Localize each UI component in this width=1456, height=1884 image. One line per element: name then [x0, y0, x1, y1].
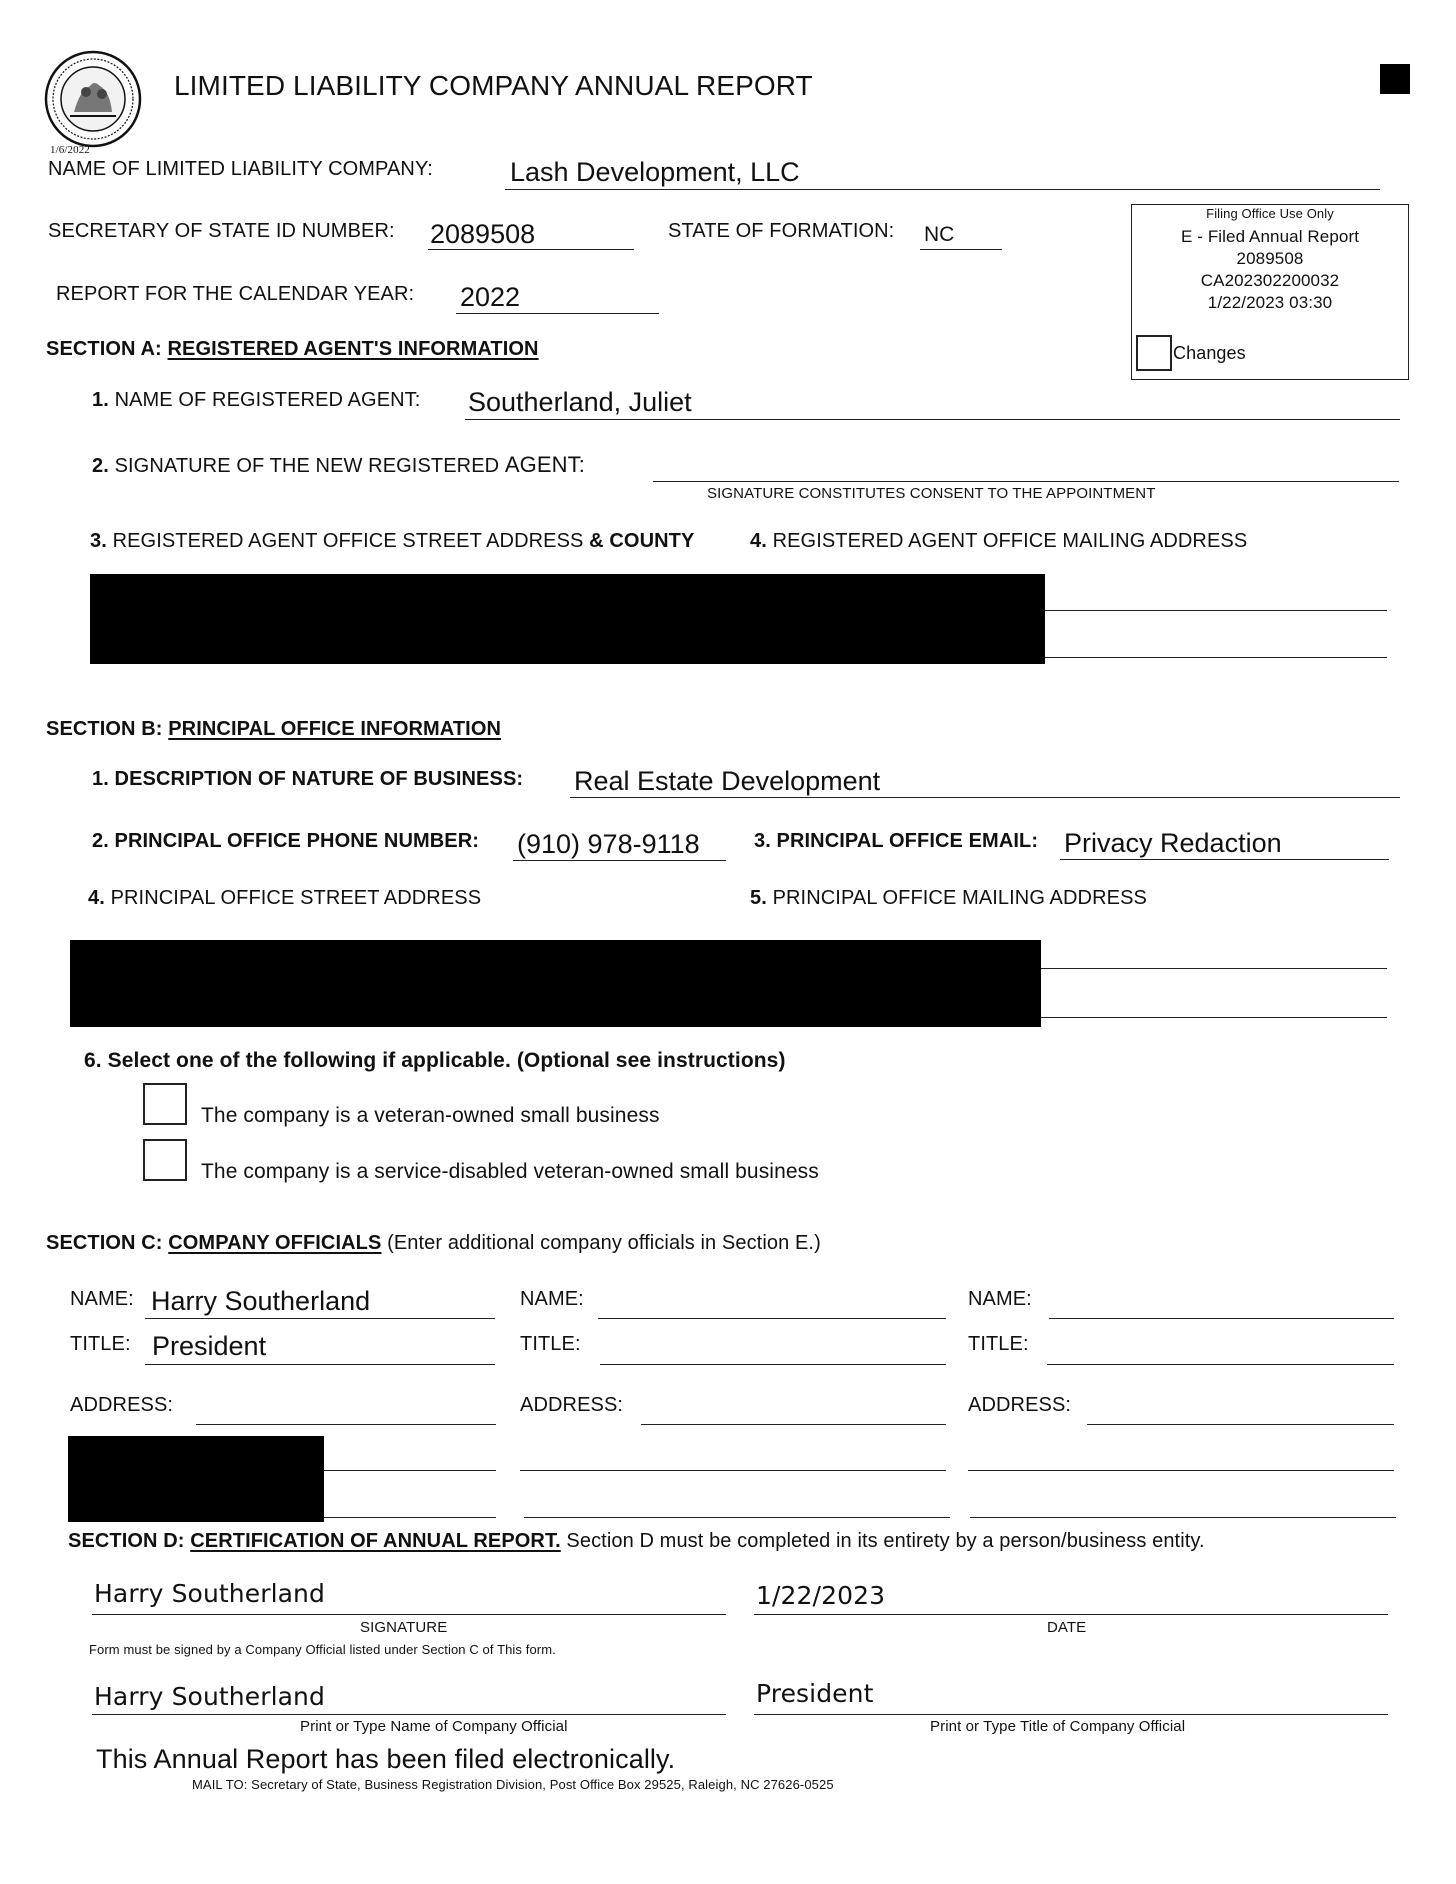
section-c-heading — [46, 1232, 821, 1255]
agent-item2-num: 2. — [92, 455, 109, 477]
business-line — [570, 797, 1400, 798]
state-label: STATE OF FORMATION: — [668, 220, 895, 242]
official1-address-line-3[interactable] — [324, 1517, 496, 1518]
section-b-title: PRINCIPAL OFFICE INFORMATION — [168, 718, 502, 740]
agent-street-address-label — [90, 530, 694, 553]
agent-item1-text: NAME OF REGISTERED AGENT: — [114, 389, 421, 411]
section-c-note: (Enter additional company officials in Section E.) — [387, 1232, 821, 1254]
date-value[interactable]: 1/22/2023 — [756, 1581, 886, 1610]
company-name-value[interactable]: Lash Development, LLC — [510, 157, 800, 187]
phone-line — [513, 860, 726, 861]
year-label: REPORT FOR THE CALENDAR YEAR: — [56, 283, 415, 305]
agent-signature-line[interactable] — [653, 481, 1399, 482]
state-line — [920, 249, 1002, 250]
section-d-prefix: SECTION D: — [68, 1530, 185, 1552]
agent-item3-text: REGISTERED AGENT OFFICE STREET ADDRESS — [112, 530, 584, 552]
official2-name-label: NAME: — [520, 1288, 584, 1310]
official3-name-line[interactable] — [1049, 1318, 1394, 1319]
official3-address-line-1[interactable] — [1087, 1424, 1394, 1425]
business-label: 1. DESCRIPTION OF NATURE OF BUSINESS: — [92, 768, 524, 790]
official1-address-line-2[interactable] — [324, 1470, 496, 1471]
agent-item4-num: 4. — [750, 530, 767, 552]
changes-label: Changes — [1173, 343, 1246, 363]
official1-address-redaction — [68, 1436, 324, 1522]
signature-line — [92, 1614, 726, 1615]
section-a-title: REGISTERED AGENT'S INFORMATION — [167, 338, 539, 360]
agent-signature-label — [92, 452, 585, 478]
agent-item3-num: 3. — [90, 530, 107, 552]
email-line — [1060, 859, 1389, 860]
official1-name-line — [145, 1318, 495, 1319]
sos-id-value[interactable]: 2089508 — [430, 219, 536, 249]
official1-title-label: TITLE: — [70, 1333, 131, 1355]
principal-street-label — [88, 887, 481, 910]
agent-item3-amp: & COUNTY — [589, 530, 695, 552]
section-d-title: CERTIFICATION OF ANNUAL REPORT. — [190, 1530, 561, 1552]
principal-mailing-label — [750, 887, 1147, 910]
official2-name-line[interactable] — [598, 1318, 946, 1319]
printed-name-label: Print or Type Name of Company Official — [300, 1718, 568, 1735]
official2-address-line-1[interactable] — [641, 1424, 946, 1425]
official1-title-value[interactable]: President — [152, 1331, 267, 1361]
date-line — [754, 1614, 1388, 1615]
official3-title-line[interactable] — [1047, 1364, 1394, 1365]
company-name-label: NAME OF LIMITED LIABILITY COMPANY: — [48, 158, 433, 180]
principal-mailing-line-1[interactable] — [1041, 968, 1387, 969]
disabled-veteran-checkbox[interactable] — [143, 1139, 187, 1181]
official3-title-label: TITLE: — [968, 1333, 1029, 1355]
printed-title-line — [754, 1714, 1388, 1715]
sos-id-line — [428, 249, 634, 250]
official2-title-label: TITLE: — [520, 1333, 581, 1355]
section-a-prefix: SECTION A: — [46, 338, 162, 360]
filing-office-box — [1131, 204, 1409, 380]
agent-item1-num: 1. — [92, 389, 109, 411]
filing-box-line3: CA202302200032 — [1200, 271, 1340, 290]
official1-title-line — [145, 1364, 495, 1365]
agent-mailing-line-1[interactable] — [1045, 610, 1387, 611]
veteran-select-heading: 6. Select one of the following if applicable. (Optional see instructions) — [84, 1049, 786, 1072]
official3-name-label: NAME: — [968, 1288, 1032, 1310]
official2-address-line-2[interactable] — [520, 1470, 946, 1471]
filing-box-line2: 2089508 — [1236, 249, 1304, 268]
principal-item4-text: PRINCIPAL OFFICE STREET ADDRESS — [110, 887, 482, 909]
email-value[interactable]: Privacy Redaction — [1064, 828, 1282, 858]
official1-name-label: NAME: — [70, 1288, 134, 1310]
agent-name-value[interactable]: Southerland, Juliet — [468, 387, 692, 417]
section-d-note: Section D must be completed in its entirety by a person/business entity. — [566, 1530, 1205, 1552]
agent-mailing-address-label — [750, 530, 1247, 553]
section-b-heading — [46, 718, 501, 741]
date-label: DATE — [1047, 1619, 1087, 1636]
official1-address-line-1[interactable] — [196, 1424, 496, 1425]
official3-address-line-3[interactable] — [970, 1517, 1396, 1518]
filing-box-line4: 1/22/2023 03:30 — [1207, 293, 1333, 312]
changes-checkbox[interactable] — [1136, 335, 1172, 371]
section-c-prefix: SECTION C: — [46, 1232, 163, 1254]
phone-label: 2. PRINCIPAL OFFICE PHONE NUMBER: — [92, 830, 480, 852]
printed-name-line — [92, 1714, 726, 1715]
section-a-heading — [46, 338, 539, 361]
state-seal — [44, 50, 142, 148]
principal-item4-num: 4. — [88, 887, 105, 909]
official3-address-line-2[interactable] — [968, 1470, 1394, 1471]
official1-name-value[interactable]: Harry Southerland — [151, 1286, 371, 1316]
official3-address-label: ADDRESS: — [968, 1394, 1072, 1416]
sos-id-label: SECRETARY OF STATE ID NUMBER: — [48, 220, 395, 242]
company-name-line — [505, 189, 1380, 190]
section-d-heading — [68, 1530, 1205, 1553]
year-line — [456, 313, 659, 314]
corner-marker — [1380, 64, 1410, 94]
phone-value[interactable]: (910) 978-9118 — [517, 829, 700, 859]
agent-item2-text: SIGNATURE OF THE NEW REGISTERED — [114, 455, 500, 477]
principal-address-redaction — [70, 940, 1041, 1027]
principal-mailing-line-2[interactable] — [1041, 1017, 1387, 1018]
business-value[interactable]: Real Estate Development — [574, 766, 881, 796]
page-title: LIMITED LIABILITY COMPANY ANNUAL REPORT — [174, 70, 813, 101]
filed-electronically-note: This Annual Report has been filed electronically. — [96, 1744, 676, 1774]
filing-box-line1: E - Filed Annual Report — [1180, 227, 1360, 246]
year-value[interactable]: 2022 — [460, 282, 521, 312]
printed-title-value[interactable]: President — [756, 1679, 874, 1708]
agent-item4-text: REGISTERED AGENT OFFICE MAILING ADDRESS — [772, 530, 1248, 552]
official1-address-label: ADDRESS: — [70, 1394, 174, 1416]
filing-box-heading: Filing Office Use Only — [1206, 206, 1334, 221]
agent-mailing-line-2[interactable] — [1045, 657, 1387, 658]
agent-name-line — [465, 419, 1400, 420]
agent-item2-text-b: AGENT: — [504, 452, 585, 477]
veteran-owned-checkbox[interactable] — [143, 1083, 187, 1125]
signature-value[interactable]: Harry Southerland — [94, 1579, 325, 1608]
official2-address-label: ADDRESS: — [520, 1394, 624, 1416]
section-b-prefix: SECTION B: — [46, 718, 163, 740]
consent-note: SIGNATURE CONSTITUTES CONSENT TO THE APPOINTMENT — [707, 485, 1156, 502]
veteran-owned-label: The company is a veteran-owned small business — [201, 1104, 660, 1127]
email-label: 3. PRINCIPAL OFFICE EMAIL: — [754, 830, 1039, 852]
principal-item5-text: PRINCIPAL OFFICE MAILING ADDRESS — [772, 887, 1147, 909]
principal-item5-num: 5. — [750, 887, 767, 909]
official2-address-line-3[interactable] — [524, 1517, 950, 1518]
mail-to-note: MAIL TO: Secretary of State, Business Registration Division, Post Office Box 29525, Raleigh, NC 27626-0525 — [192, 1777, 834, 1792]
signed-note: Form must be signed by a Company Official listed under Section C of This form. — [89, 1642, 556, 1657]
printed-name-value[interactable]: Harry Southerland — [94, 1682, 325, 1711]
agent-name-label — [92, 389, 420, 412]
printed-title-label: Print or Type Title of Company Official — [930, 1718, 1186, 1735]
official2-title-line[interactable] — [600, 1364, 946, 1365]
disabled-veteran-label: The company is a service-disabled veteran-owned small business — [201, 1160, 819, 1183]
agent-address-redaction — [90, 574, 1045, 664]
signature-label: SIGNATURE — [360, 1619, 448, 1636]
state-value[interactable]: NC — [924, 223, 955, 246]
section-c-title: COMPANY OFFICIALS — [168, 1232, 382, 1254]
seal-date: 1/6/2022 — [50, 144, 90, 156]
